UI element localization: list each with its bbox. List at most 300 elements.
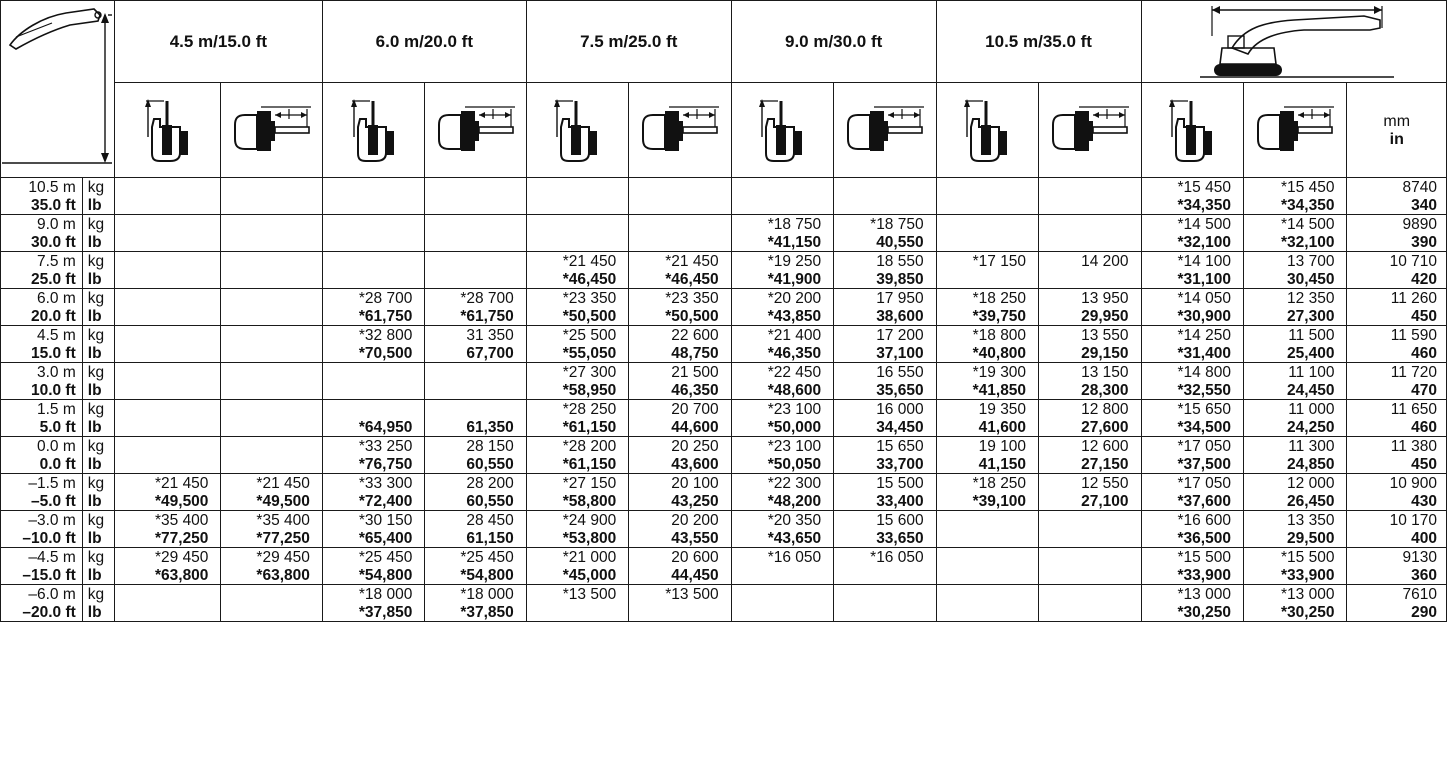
capacity-cell [114, 326, 221, 363]
value-metric: *18 000 [460, 586, 514, 603]
capacity-cell [526, 363, 628, 400]
value-metric: *27 150 [562, 475, 617, 492]
value-metric: *14 500 [1281, 216, 1335, 233]
over-side-load-icon [1049, 105, 1131, 155]
capacity-cell [425, 548, 526, 585]
capacity-cell [731, 326, 833, 363]
capacity-cell [221, 289, 322, 326]
weight-unit [82, 474, 114, 511]
value-metric: *15 450 [1281, 179, 1335, 196]
value-imperial: *40,800 [972, 345, 1027, 362]
value-metric: *19 250 [767, 253, 822, 270]
value-metric [944, 215, 1026, 233]
capacity-cell [1141, 511, 1243, 548]
value-imperial: 48,750 [671, 345, 719, 362]
value-imperial [944, 529, 1026, 547]
capacity-cell [1141, 474, 1243, 511]
value-metric [534, 178, 616, 196]
load-point-height [1, 585, 83, 622]
radius-header-10-5m: 10.5 m/35.0 ft [936, 1, 1141, 83]
capacity-cell [221, 437, 322, 474]
unit-lb: lb [87, 604, 102, 621]
value-metric [122, 326, 209, 344]
value-metric [432, 363, 513, 381]
capacity-cell [834, 289, 936, 326]
height-metric: –6.0 m [28, 586, 76, 603]
front-load-icon-cell [1141, 83, 1243, 178]
value-metric: *15 500 [1281, 549, 1335, 566]
value-imperial: 460 [1411, 345, 1437, 362]
capacity-cell [629, 215, 731, 252]
value-imperial: *54,800 [460, 567, 514, 584]
capacity-cell [1039, 585, 1141, 622]
capacity-cell [1141, 585, 1243, 622]
capacity-cell [322, 511, 424, 548]
value-metric: *28 700 [460, 290, 514, 307]
capacity-cell [425, 178, 526, 215]
value-imperial: 29,950 [1081, 308, 1129, 325]
capacity-cell [936, 178, 1038, 215]
height-imperial: 5.0 ft [39, 419, 76, 436]
over-side-load-icon [231, 105, 313, 155]
load-point-height [1, 548, 83, 585]
capacity-cell [322, 215, 424, 252]
capacity-cell [1141, 289, 1243, 326]
value-imperial [944, 603, 1026, 621]
reach-unit-imperial: in [1389, 131, 1404, 149]
value-metric [228, 289, 309, 307]
side-load-icon-cell [425, 83, 526, 178]
capacity-cell [731, 548, 833, 585]
value-metric [330, 178, 412, 196]
value-metric: *21 450 [562, 253, 617, 270]
value-metric [228, 363, 309, 381]
value-metric [1046, 215, 1128, 233]
load-point-height [1, 474, 83, 511]
weight-unit [82, 215, 114, 252]
value-imperial [1046, 270, 1128, 288]
value-metric: 20 700 [671, 401, 719, 418]
value-imperial [122, 344, 209, 362]
value-metric [122, 178, 209, 196]
capacity-cell [936, 289, 1038, 326]
value-metric: *28 700 [358, 290, 413, 307]
reach-value-cell [1347, 215, 1447, 252]
value-imperial [534, 233, 616, 251]
value-imperial [944, 233, 1026, 251]
unit-lb: lb [87, 493, 102, 510]
weight-unit [82, 178, 114, 215]
value-metric [739, 178, 821, 196]
table-row [1, 215, 1447, 252]
value-metric: *24 900 [562, 512, 617, 529]
side-load-icon-cell [629, 83, 731, 178]
value-imperial: *63,800 [154, 567, 209, 584]
capacity-cell [731, 511, 833, 548]
value-metric: 10 710 [1389, 253, 1437, 270]
value-imperial: *37,850 [358, 604, 413, 621]
value-metric [330, 252, 412, 270]
value-imperial: *46,450 [562, 271, 617, 288]
value-metric: *18 000 [358, 586, 413, 603]
height-metric: 4.5 m [37, 327, 76, 344]
capacity-cell [425, 252, 526, 289]
unit-kg: kg [87, 549, 105, 566]
capacity-cell [221, 548, 322, 585]
value-metric [122, 585, 209, 603]
value-metric: 7610 [1402, 586, 1437, 603]
over-front-load-icon [144, 97, 192, 163]
value-metric: *16 600 [1177, 512, 1231, 529]
unit-kg: kg [87, 586, 105, 603]
capacity-cell [526, 178, 628, 215]
value-imperial [739, 603, 821, 621]
height-metric: 6.0 m [37, 290, 76, 307]
value-imperial [228, 270, 309, 288]
value-imperial: 290 [1411, 604, 1437, 621]
value-metric: 15 650 [876, 438, 924, 455]
height-metric: 1.5 m [37, 401, 76, 418]
value-metric [228, 437, 309, 455]
capacity-cell [425, 437, 526, 474]
capacity-cell [322, 585, 424, 622]
capacity-cell [322, 474, 424, 511]
capacity-cell [221, 178, 322, 215]
value-metric [944, 511, 1026, 529]
capacity-cell [834, 585, 936, 622]
unit-lb: lb [87, 271, 102, 288]
load-point-height [1, 326, 83, 363]
capacity-cell [1039, 474, 1141, 511]
value-metric: 20 100 [671, 475, 719, 492]
value-imperial: *55,050 [562, 345, 617, 362]
value-imperial [432, 233, 513, 251]
value-imperial: 67,700 [466, 345, 514, 362]
side-load-icon-cell [1039, 83, 1141, 178]
value-metric [432, 400, 513, 418]
value-imperial [1046, 566, 1128, 584]
value-metric: 13 950 [1081, 290, 1129, 307]
front-load-icon-cell [936, 83, 1038, 178]
capacity-cell [629, 178, 731, 215]
capacity-cell [114, 511, 221, 548]
value-metric: *32 800 [358, 327, 413, 344]
value-imperial: 27,300 [1287, 308, 1335, 325]
height-imperial: 20.0 ft [30, 308, 76, 325]
value-imperial: *61,750 [460, 308, 514, 325]
value-metric [432, 178, 513, 196]
value-imperial: *34,350 [1281, 197, 1335, 214]
value-imperial: *39,750 [972, 308, 1027, 325]
value-metric: *14 800 [1177, 364, 1231, 381]
reach-value-cell [1347, 326, 1447, 363]
value-imperial: 61,350 [466, 419, 514, 436]
value-metric [841, 585, 923, 603]
value-imperial: *50,000 [767, 419, 822, 436]
value-metric: 20 200 [671, 512, 719, 529]
capacity-cell [1039, 178, 1141, 215]
front-load-icon-cell [526, 83, 628, 178]
value-imperial: *41,150 [767, 234, 822, 251]
over-side-load-icon [435, 105, 517, 155]
value-imperial: 470 [1411, 382, 1437, 399]
value-metric: *14 250 [1177, 327, 1231, 344]
capacity-cell [425, 289, 526, 326]
value-metric: 18 550 [876, 253, 924, 270]
weight-unit [82, 511, 114, 548]
capacity-cell [114, 474, 221, 511]
value-imperial: *48,200 [767, 493, 822, 510]
value-imperial [122, 603, 209, 621]
value-metric: 28 450 [466, 512, 514, 529]
value-metric: *20 200 [767, 290, 822, 307]
reach-unit-header [1347, 83, 1447, 178]
value-metric: *25 500 [562, 327, 617, 344]
capacity-cell [936, 585, 1038, 622]
weight-unit [82, 400, 114, 437]
value-metric: *18 250 [972, 475, 1027, 492]
capacity-cell [731, 289, 833, 326]
capacity-cell [1039, 289, 1141, 326]
table-row [1, 326, 1447, 363]
value-metric: 12 600 [1081, 438, 1129, 455]
value-metric [432, 215, 513, 233]
table-row [1, 474, 1447, 511]
value-imperial [122, 381, 209, 399]
value-imperial: *50,050 [767, 456, 822, 473]
value-imperial: 46,350 [671, 382, 719, 399]
value-imperial [944, 566, 1026, 584]
capacity-cell [834, 400, 936, 437]
height-imperial: 15.0 ft [30, 345, 76, 362]
reach-value-cell [1347, 289, 1447, 326]
over-side-load-icon [844, 105, 926, 155]
value-imperial [228, 455, 309, 473]
capacity-cell [629, 400, 731, 437]
capacity-cell [221, 511, 322, 548]
value-imperial: 41,600 [978, 419, 1027, 436]
value-metric [228, 326, 309, 344]
capacity-cell [114, 400, 221, 437]
radius-header-7-5m: 7.5 m/25.0 ft [526, 1, 731, 83]
value-imperial: 390 [1411, 234, 1437, 251]
value-metric: *21 450 [154, 475, 209, 492]
value-metric: *29 450 [256, 549, 310, 566]
value-metric: 11 300 [1288, 438, 1335, 455]
value-metric: *23 100 [767, 401, 822, 418]
value-metric: *25 450 [460, 549, 514, 566]
capacity-cell [425, 474, 526, 511]
value-imperial: *34,500 [1177, 419, 1231, 436]
value-imperial [432, 270, 513, 288]
value-imperial [944, 270, 1026, 288]
value-imperial: *30,250 [1177, 604, 1231, 621]
value-imperial: *65,400 [358, 530, 413, 547]
reach-value-cell [1347, 178, 1447, 215]
value-metric: 11 500 [1288, 327, 1335, 344]
value-metric: *29 450 [154, 549, 209, 566]
value-metric: *15 500 [1177, 549, 1231, 566]
capacity-cell [936, 548, 1038, 585]
table-row [1, 289, 1447, 326]
value-metric: *35 400 [256, 512, 310, 529]
side-load-icon-cell [834, 83, 936, 178]
value-metric: *18 750 [870, 216, 924, 233]
value-imperial [944, 196, 1026, 214]
value-imperial: 27,150 [1081, 456, 1129, 473]
capacity-cell [526, 289, 628, 326]
value-imperial: *37,600 [1177, 493, 1231, 510]
value-imperial [122, 233, 209, 251]
unit-kg: kg [87, 401, 105, 418]
front-load-icon-cell [731, 83, 833, 178]
value-metric: 16 550 [876, 364, 924, 381]
table-row [1, 363, 1447, 400]
value-metric [122, 215, 209, 233]
capacity-cell [731, 252, 833, 289]
height-imperial: 35.0 ft [30, 197, 76, 214]
value-imperial: *58,800 [562, 493, 617, 510]
capacity-cell [526, 585, 628, 622]
value-imperial: *58,950 [562, 382, 617, 399]
unit-lb: lb [87, 234, 102, 251]
capacity-cell [731, 215, 833, 252]
value-imperial: 37,100 [876, 345, 924, 362]
capacity-cell [936, 511, 1038, 548]
value-imperial: 29,150 [1081, 345, 1129, 362]
value-metric: *30 150 [358, 512, 413, 529]
unit-lb: lb [87, 419, 102, 436]
weight-unit [82, 363, 114, 400]
value-metric: 13 550 [1081, 327, 1129, 344]
capacity-cell [221, 400, 322, 437]
excavator-max-reach-icon [1194, 6, 1394, 78]
value-metric: *14 500 [1177, 216, 1231, 233]
capacity-cell [834, 363, 936, 400]
height-metric: 9.0 m [37, 216, 76, 233]
height-imperial: –10.0 ft [22, 530, 76, 547]
capacity-cell [1141, 363, 1243, 400]
capacity-cell [114, 437, 221, 474]
capacity-cell [1243, 178, 1347, 215]
value-metric [228, 215, 309, 233]
value-imperial [228, 307, 309, 325]
capacity-cell [526, 215, 628, 252]
value-metric: 15 500 [876, 475, 924, 492]
value-imperial [636, 603, 718, 621]
capacity-cell [526, 252, 628, 289]
value-metric [1046, 511, 1128, 529]
capacity-cell [731, 400, 833, 437]
value-metric: *23 350 [562, 290, 617, 307]
capacity-cell [322, 289, 424, 326]
value-metric [228, 252, 309, 270]
reach-unit-metric: mm [1383, 113, 1411, 131]
value-metric [534, 215, 616, 233]
capacity-cell [936, 363, 1038, 400]
value-metric: 10 900 [1389, 475, 1437, 492]
reach-value-cell [1347, 585, 1447, 622]
capacity-cell [731, 363, 833, 400]
value-metric [1046, 548, 1128, 566]
value-imperial: *30,900 [1177, 308, 1231, 325]
value-imperial: 27,600 [1081, 419, 1129, 436]
weight-unit [82, 326, 114, 363]
capacity-cell [114, 252, 221, 289]
value-imperial: *49,500 [256, 493, 310, 510]
value-metric: 11 590 [1390, 327, 1437, 344]
capacity-cell [629, 363, 731, 400]
value-imperial [228, 196, 309, 214]
value-imperial: *63,800 [256, 567, 310, 584]
load-point-height [1, 400, 83, 437]
value-imperial [739, 566, 821, 584]
capacity-cell [629, 474, 731, 511]
reach-value-cell [1347, 437, 1447, 474]
capacity-cell [1243, 215, 1347, 252]
value-metric: 20 250 [671, 438, 719, 455]
capacity-cell [114, 289, 221, 326]
value-metric [944, 585, 1026, 603]
capacity-cell [221, 215, 322, 252]
value-imperial: *46,450 [665, 271, 719, 288]
value-imperial [228, 418, 309, 436]
side-load-icon-cell [221, 83, 322, 178]
capacity-cell [629, 326, 731, 363]
capacity-cell [1039, 363, 1141, 400]
capacity-cell [936, 215, 1038, 252]
capacity-cell [1141, 400, 1243, 437]
load-point-height [1, 511, 83, 548]
header-icons-row [1, 83, 1447, 178]
over-front-load-icon [758, 97, 806, 163]
over-front-load-icon [350, 97, 398, 163]
capacity-cell [322, 437, 424, 474]
unit-lb: lb [87, 456, 102, 473]
value-metric [122, 289, 209, 307]
capacity-cell [221, 585, 322, 622]
value-imperial [636, 233, 718, 251]
value-imperial [636, 196, 718, 214]
capacity-cell [221, 326, 322, 363]
table-row [1, 585, 1447, 622]
unit-kg: kg [87, 512, 105, 529]
capacity-cell [1243, 363, 1347, 400]
value-imperial: 29,500 [1287, 530, 1335, 547]
capacity-cell [834, 326, 936, 363]
capacity-cell [322, 548, 424, 585]
height-imperial: 10.0 ft [30, 382, 76, 399]
value-metric: *20 350 [767, 512, 822, 529]
value-imperial: *77,250 [256, 530, 310, 547]
value-metric: *33 300 [358, 475, 413, 492]
unit-lb: lb [87, 197, 102, 214]
unit-kg: kg [87, 253, 105, 270]
value-imperial [432, 381, 513, 399]
value-metric: *21 000 [562, 549, 617, 566]
value-metric: 10 170 [1389, 512, 1437, 529]
reach-value-cell [1347, 511, 1447, 548]
capacity-cell [526, 326, 628, 363]
value-imperial [228, 233, 309, 251]
value-imperial [841, 566, 923, 584]
over-side-load-icon [639, 105, 721, 155]
table-row [1, 178, 1447, 215]
weight-unit [82, 548, 114, 585]
value-metric: 31 350 [466, 327, 514, 344]
value-imperial: 24,450 [1287, 382, 1335, 399]
capacity-cell [425, 363, 526, 400]
